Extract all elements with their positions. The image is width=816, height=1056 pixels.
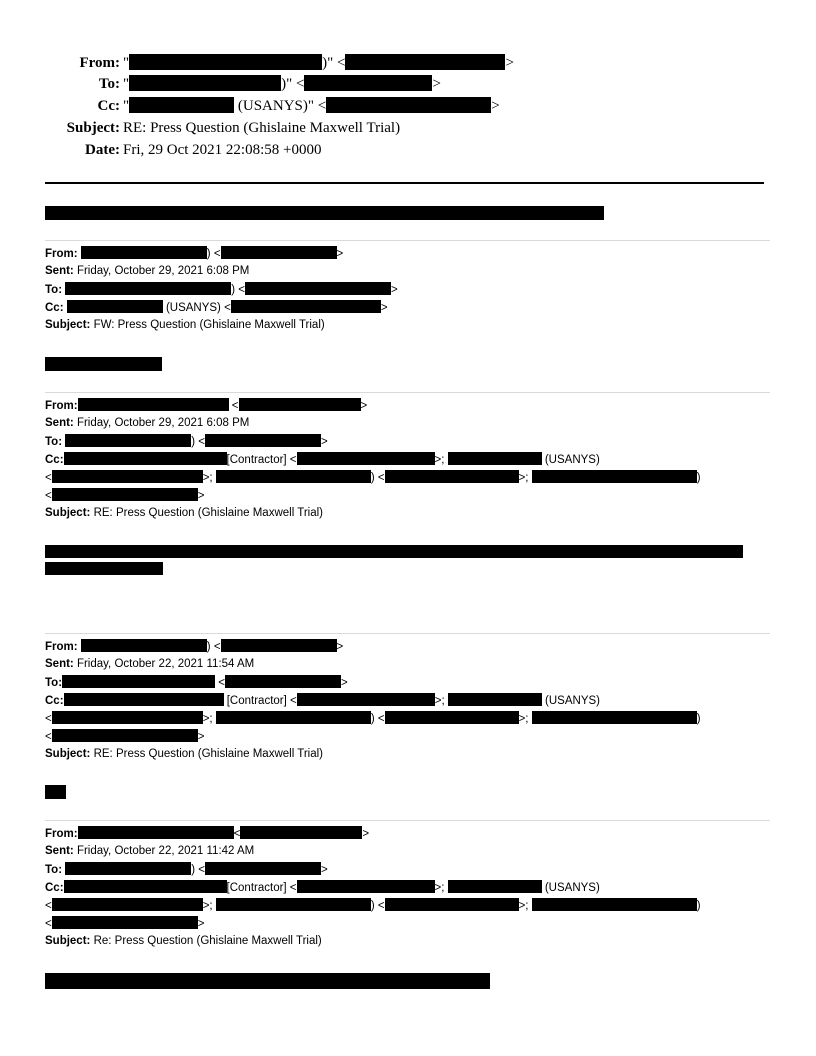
redaction (65, 282, 231, 295)
header-from-value: " )" < > (123, 55, 514, 71)
from-line: From: < > (45, 400, 368, 412)
from-line: From: ) < > (45, 248, 344, 260)
quoted-message-3 (45, 639, 785, 765)
redaction (78, 398, 229, 411)
sent-line: Sent: Friday, October 22, 2021 11:42 AM (45, 845, 255, 857)
subject-value: RE: Press Question (Ghislaine Maxwell Trial) (93, 507, 324, 519)
quoted-message-2 (45, 398, 785, 524)
cc-line: Cc: [Contractor] < >; (USANYS) (45, 882, 600, 894)
redaction (385, 470, 519, 483)
message-separator (45, 240, 770, 241)
redacted-body-text (45, 785, 66, 799)
cc-line: Cc: (USANYS) < > (45, 302, 388, 314)
redaction (64, 693, 224, 706)
redaction (129, 97, 234, 113)
message-separator (45, 392, 770, 393)
sent-line: Sent: Friday, October 29, 2021 6:08 PM (45, 417, 250, 429)
redaction (345, 54, 505, 70)
subject-value: FW: Press Question (Ghislaine Maxwell Trial) (93, 319, 325, 331)
cc-line-continued: < >; ) < >; ) (45, 713, 701, 725)
header-subject-value: RE: Press Question (Ghislaine Maxwell Trial) (123, 120, 401, 136)
redaction (129, 75, 281, 91)
redaction (205, 434, 321, 447)
header-to-value: " )" < > (123, 76, 441, 92)
sent-value: Friday, October 22, 2021 11:54 AM (76, 658, 255, 670)
redaction (52, 898, 203, 911)
redaction (385, 711, 519, 724)
redaction (245, 282, 391, 295)
redaction (225, 675, 341, 688)
redaction (297, 693, 435, 706)
redaction (81, 246, 207, 259)
cc-line-continued: < >; ) < >; ) (45, 472, 701, 484)
quoted-message-1 (45, 246, 785, 336)
cc-line-continued: < > (45, 731, 205, 743)
to-line: To: ) < > (45, 436, 328, 448)
header-subject-label: Subject: (66, 120, 120, 136)
cc-line: Cc: [Contractor] < >; (USANYS) (45, 454, 600, 466)
redaction (297, 880, 435, 893)
redaction (216, 711, 371, 724)
sent-value: Friday, October 22, 2021 11:42 AM (76, 845, 255, 857)
redaction (448, 693, 542, 706)
redacted-body-text (45, 357, 162, 371)
quoted-message-4 (45, 826, 785, 952)
sent-line: Sent: Friday, October 29, 2021 6:08 PM (45, 265, 250, 277)
redacted-body-text (45, 545, 743, 558)
to-line: To: ) < > (45, 284, 398, 296)
header-cc-value: " (USANYS)" < > (123, 98, 500, 114)
redaction (448, 880, 542, 893)
redaction (240, 826, 362, 839)
sent-line: Sent: Friday, October 22, 2021 11:54 AM (45, 658, 255, 670)
redaction (532, 898, 697, 911)
redaction (532, 470, 697, 483)
header-from-label: From: (79, 55, 120, 71)
redaction (81, 639, 207, 652)
from-line: From: ) < > (45, 641, 344, 653)
cc-line: Cc: [Contractor] < >; (USANYS) (45, 695, 600, 707)
redaction (65, 862, 191, 875)
subject-value: RE: Press Question (Ghislaine Maxwell Trial) (93, 748, 324, 760)
redaction (52, 470, 203, 483)
redaction (231, 300, 381, 313)
subject-line: Subject: RE: Press Question (Ghislaine Maxwell Trial) (45, 507, 324, 519)
redaction (216, 470, 371, 483)
redaction (221, 639, 337, 652)
header-date-value: Fri, 29 Oct 2021 22:08:58 +0000 (123, 142, 322, 158)
redaction (52, 916, 198, 929)
redaction (385, 898, 519, 911)
message-separator (45, 633, 770, 634)
redaction (52, 711, 203, 724)
redaction (52, 729, 198, 742)
redaction (532, 711, 697, 724)
redaction (65, 434, 191, 447)
redaction (239, 398, 361, 411)
header-date-label: Date: (85, 142, 120, 158)
redaction (448, 452, 542, 465)
redaction (216, 898, 371, 911)
redacted-body-text (45, 973, 490, 989)
cc-line-continued: < >; ) < >; ) (45, 900, 701, 912)
redaction (64, 880, 227, 893)
message-separator (45, 820, 770, 821)
sent-value: Friday, October 29, 2021 6:08 PM (76, 417, 250, 429)
sent-value: Friday, October 29, 2021 6:08 PM (76, 265, 250, 277)
redaction (205, 862, 321, 875)
redaction (304, 75, 432, 91)
redaction (221, 246, 337, 259)
redacted-body-text (45, 206, 604, 220)
redaction (62, 675, 215, 688)
redaction (52, 488, 198, 501)
header-cc-org: (USANYS)" (237, 98, 315, 114)
redaction (67, 300, 163, 313)
subject-line: Subject: RE: Press Question (Ghislaine Maxwell Trial) (45, 748, 324, 760)
cc-line-continued: < > (45, 918, 205, 930)
redaction (78, 826, 234, 839)
email-header (0, 0, 816, 170)
to-line: To: ) < > (45, 864, 328, 876)
redaction (297, 452, 435, 465)
subject-value: Re: Press Question (Ghislaine Maxwell Trial) (93, 935, 322, 947)
redaction (326, 97, 491, 113)
redaction (129, 54, 322, 70)
header-to-label: To: (98, 76, 120, 92)
cc-line-continued: < > (45, 490, 205, 502)
to-line: To: < > (45, 677, 348, 689)
from-line: From: < > (45, 828, 370, 840)
redacted-body-text (45, 562, 163, 575)
subject-line: Subject: Re: Press Question (Ghislaine Maxwell Trial) (45, 935, 322, 947)
header-cc-label: Cc: (97, 98, 120, 114)
redaction (64, 452, 227, 465)
subject-line: Subject: FW: Press Question (Ghislaine Maxwell Trial) (45, 319, 325, 331)
header-divider (45, 182, 764, 184)
